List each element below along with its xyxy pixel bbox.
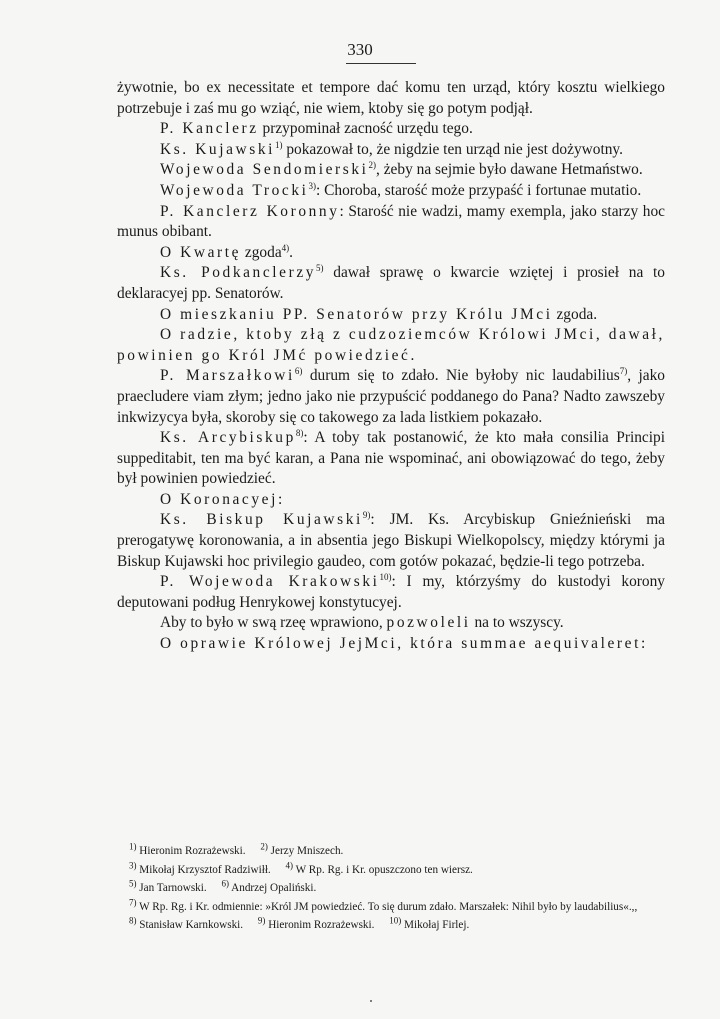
paragraph-text: : Choroba, starość może przypaść i fortunae mutatio. <box>315 181 642 199</box>
footnote-number: 5) <box>129 878 137 889</box>
paragraph-text: zgoda. <box>552 305 598 323</box>
footnote <box>260 842 343 861</box>
paragraph <box>117 119 665 140</box>
paragraph-text: pokazował to, że nigdzie ten urząd nie jest dożywotny. <box>282 140 623 158</box>
footnote-ref: 4) <box>281 242 290 253</box>
paragraph <box>117 428 665 490</box>
speaker-name: P. Marszałkowi <box>160 367 295 385</box>
footnote-text: Mikołaj Krzysztof Radziwiłł. <box>139 863 271 876</box>
footnote-ref: 7) <box>619 366 628 377</box>
body-text <box>117 78 665 655</box>
footnote <box>129 897 638 913</box>
paragraph <box>117 325 665 366</box>
footnote <box>389 916 469 935</box>
footnote-line <box>117 861 665 880</box>
footnote <box>258 916 375 935</box>
footnote-line <box>117 898 665 917</box>
print-speck <box>370 1000 372 1002</box>
speaker-name: Ks. Biskup Kujawski <box>160 511 363 529</box>
paragraph-text: : JM. Ks. Arcybiskup Gnieźnieński ma prerogatywę koronowania, a in absentia jego Biskupi Wielkopolscy, między którymi ja Biskup Kujawski hoc privilegio gaudeo, com gotów pokazać, będzie-li tego potrzeba. <box>117 511 665 570</box>
footnote-text: Andrzej Opaliński. <box>231 882 317 895</box>
paragraph <box>117 613 665 634</box>
footnote-number: 7) <box>129 897 137 908</box>
speaker-name: O radzie, ktoby złą z cudzoziemców Królowi JMci, dawał, powinien go Król JMć powiedzieć. <box>117 326 665 364</box>
speaker-name: P. Kanclerz <box>160 120 259 138</box>
footnote-number: 1) <box>129 841 137 852</box>
paragraph <box>117 160 665 181</box>
footnote-ref: 5) <box>316 263 324 274</box>
footnote <box>286 861 473 880</box>
footnote-ref: 9) <box>362 510 371 521</box>
footnote-text: Jan Tarnowski. <box>139 882 207 895</box>
footnote <box>129 916 243 935</box>
footnote-number: 9) <box>257 915 266 926</box>
paragraph <box>117 263 665 304</box>
spaced-word: pozwoleli <box>386 614 471 632</box>
footnote-text: W Rp. Rg. i Kr. opuszczono ten wiersz. <box>295 863 473 876</box>
speaker-name: O Koronacyej: <box>160 490 285 508</box>
speaker-name: Wojewoda Trocki <box>160 181 309 199</box>
footnote-text: Mikołaj Firlej. <box>404 919 470 932</box>
speaker-name: Ks. Podkanclerzy <box>160 264 317 282</box>
footnote-ref: 10) <box>379 572 392 583</box>
paragraph <box>117 572 665 613</box>
paragraph-text: dawał sprawę o kwarcie wziętej i prosieł na to deklaracyej pp. Senatorów. <box>117 264 665 302</box>
paragraph-text: żywotnie, bo ex necessitate et tempore dać komu ten urząd, który kosztu wielkiego potrzebuje i zaś mu go wziąć, nie wiem, ktoby się go potym podjął. <box>117 79 665 117</box>
speaker-name: Wojewoda Sendomierski <box>160 161 369 179</box>
footnote-text: Hieronim Rozrażewski. <box>139 845 246 857</box>
speaker-name: O mieszkaniu PP. Senatorów przy Królu JMci <box>160 305 553 323</box>
footnote-number: 10) <box>389 915 402 926</box>
page-number-rule <box>346 63 416 64</box>
footnote-number: 3) <box>129 859 137 870</box>
footnote <box>221 879 316 898</box>
paragraph-text: durum się to zdało. Nie byłoby nic laudabilius <box>302 367 620 385</box>
footnote-text: Stanisław Karnkowski. <box>139 919 244 932</box>
footnote-ref: 8) <box>295 427 304 438</box>
footnote-number: 8) <box>129 915 137 926</box>
footnote-text: W Rp. Rg. i Kr. odmiennie: »Król JM powiedzieć. To się durum zdało. Marszałek: Nihil było by laudabilius«.,, <box>139 900 638 913</box>
page-number: 330 <box>347 40 373 59</box>
footnote-text: Hieronim Rozrażewski. <box>268 919 375 932</box>
footnote-ref: 2) <box>368 160 377 171</box>
paragraph-tail: . <box>289 243 294 261</box>
footnote-number: 2) <box>260 841 268 852</box>
footnote-ref: 1) <box>275 139 283 150</box>
footnote-ref: 3) <box>308 180 316 191</box>
paragraph-text: , żeby na sejmie było dawane Hetmaństwo. <box>376 161 643 179</box>
paragraph-text: : A toby tak postanowić, że kto mała consilia Principi suppeditabit, ten ma być karan, a Pana nie wspominać, ani obowiązować do tego, żeby był powinien powiedzieć. <box>117 429 665 488</box>
speaker-name: Ks. Arcybiskup <box>160 429 296 447</box>
paragraph <box>117 181 665 202</box>
speaker-name: O oprawie Królowej JejMci, która summae aequivaleret: <box>160 635 648 653</box>
paragraph-text: zgoda <box>241 243 282 261</box>
paragraph <box>117 366 665 428</box>
paragraph <box>117 202 665 243</box>
footnote-line <box>117 879 665 898</box>
footnote-number: 6) <box>221 878 229 889</box>
footnote <box>129 861 271 880</box>
paragraph <box>117 78 665 119</box>
paragraph <box>117 510 665 572</box>
speaker-name: Ks. Kujawski <box>160 140 275 158</box>
paragraph-text: Aby to było w swą rzeę wprawiono, <box>160 614 387 632</box>
footnotes <box>117 842 665 935</box>
footnote-text: Jerzy Mniszech. <box>270 845 344 857</box>
paragraph <box>117 490 665 511</box>
paragraph-text: : I my, którzyśmy do kustodyi korony deputowani podług Henrykowej konstytucyej. <box>117 573 665 611</box>
speaker-name: P. Kanclerz Koronny <box>160 202 340 220</box>
footnote <box>129 842 246 861</box>
speaker-name: P. Wojewoda Krakowski <box>160 573 380 591</box>
footnote-number: 4) <box>285 859 294 870</box>
paragraph-text: : Starość nie wadzi, mamy exempla, jako starzy hoc munus obibant. <box>117 202 665 241</box>
footnote-ref: 6) <box>294 366 303 377</box>
paragraph-text: , jako praecludere viam złym; jedno jako nie przypuścić poddanego do Pana? Nadto zawszeby inkwizycya była, skoroby się co takowego za lada listkiem pokazało. <box>117 367 665 426</box>
footnote-line <box>117 842 665 861</box>
footnote <box>129 879 207 898</box>
speaker-name: O Kwartę <box>160 243 242 261</box>
paragraph <box>117 305 665 326</box>
paragraph <box>117 243 665 264</box>
paragraph <box>117 140 665 161</box>
paragraph-text: przypominał zacność urzędu tego. <box>258 120 473 138</box>
paragraph-tail: na to wszyscy. <box>470 614 564 632</box>
footnote-line <box>117 916 665 935</box>
paragraph <box>117 634 665 655</box>
